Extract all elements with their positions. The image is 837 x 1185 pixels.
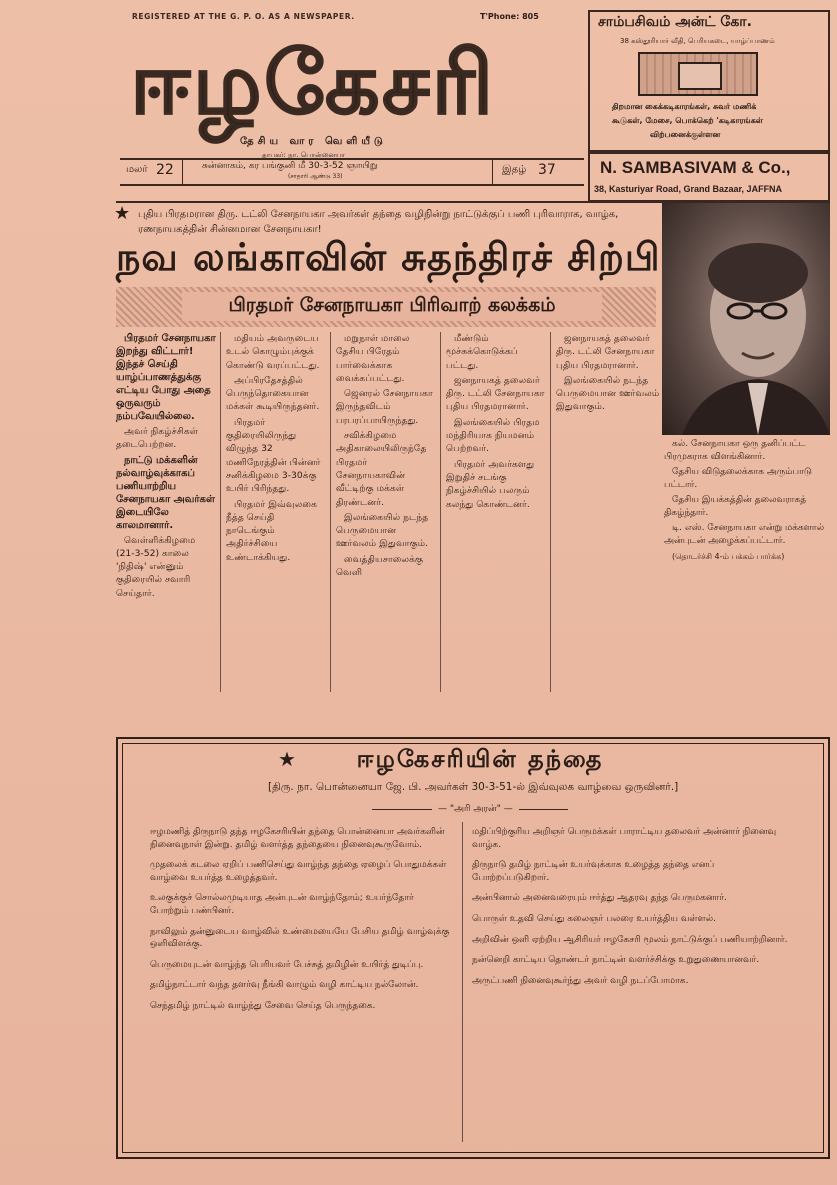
story-paragraph: தேசிய விடுதலைக்காக அரும்பாடு பட்டார்.	[664, 467, 812, 490]
company-name-en: N. SAMBASIVAM & Co.,	[600, 158, 791, 177]
clock-illustration	[638, 52, 758, 96]
story-paragraph: ஜெனரல் சேனநாயகா இருந்தவிடம் பரபரப்பாயிருந்தது.	[336, 388, 433, 426]
story-paragraph: மீண்டும் மூச்சுக்கொடுக்கப் பட்டது.	[446, 333, 518, 371]
story-paragraph: பிரதமர் அவர்களது இறுதிச் சடங்கு நிகழ்ச்சியில் பலரும் கலந்து கொண்டனர்.	[446, 458, 535, 510]
story-paragraph: அப்பிரதேசத்தில் பெருந்தொகையான மக்கள் கூடியிருந்தனர்.	[226, 374, 320, 413]
story-paragraph: ஜனநாயகத் தலைவர் திரு. டட்லி சேனநாயகா புதிய பிரதமரானார்.	[446, 374, 545, 413]
volume-number: 22	[156, 162, 174, 178]
tribute-stanza: பெருமையுடன் வாழ்ந்த பெரியவர் பேச்சுத் தமிழின் உயிர்த் துடிப்பு.	[150, 959, 424, 970]
story-paragraph: கல். சேனநாயகா ஒரு தனிப்பட்ட பிரமுகராக விளங்கினார்.	[664, 439, 806, 462]
story-paragraph: இலங்கையில் நடந்த பெருமையான ஊர்வலம் இதுவாகும்.	[556, 374, 660, 413]
story-column-2	[226, 332, 326, 566]
tribute-left-column	[150, 826, 452, 1021]
story-paragraph: இலங்கையில் நடந்த பெருமையான ஊர்வலம் இதுவாகும்.	[336, 511, 429, 550]
story-paragraph: வெள்ளிக்கிழமை (21-3-52) காலை 'நிதிஷ்' என்னும் குதிரையில் சவாரி செய்தார்.	[116, 534, 196, 599]
continued-notice: (தொடர்ச்சி 4-ம் பக்கம் பார்க்க)	[672, 552, 785, 561]
issue-bar	[120, 158, 584, 186]
editor-credit: தாபகர்: நா. பொன்னையா	[262, 151, 345, 159]
story-paragraph: வைத்தியசாலைக்கு வெளி	[336, 553, 424, 579]
star-icon: ★	[278, 747, 296, 771]
advert-address: 38 கஸ்தூரியார் வீதி, பெரியகடை, யாழ்ப்பாணம்	[620, 37, 775, 45]
issue-number: 37	[538, 162, 556, 178]
tribute-stanza: நன்னெறி காட்டிய தொண்டர் நாட்டின் வளர்ச்சிக்கு உறுதுணையானவர்.	[472, 955, 760, 966]
tribute-stanza: உலகுக்குச் சொல்லமுடியாத அன்புடன் வாழ்ந்தோம்; உயர்ந்தோர் போற்றும் பண்பினர்.	[150, 893, 414, 916]
story-paragraph: பிரதமர் இவ்வுலகை நீத்த செய்தி நாடெங்கும் அதிர்ச்சியை உண்டாக்கியது.	[226, 498, 317, 563]
advert-title: சாம்பசிவம் அன்ட் கோ.	[598, 14, 752, 30]
advert-line-2: கூடுகள், மேசை, பொக்கெற் 'கடிகாரங்கள்	[612, 116, 764, 125]
advert-line-3: விற்பனைக்குள்ளன	[650, 130, 721, 139]
story-paragraph: இலங்கையில் பிரதம மந்திரியாக நியமனம் பெற்றவர்.	[446, 416, 540, 455]
story-column-1	[116, 332, 216, 602]
tribute-right-column	[472, 826, 788, 995]
tribute-stanza: அன்பினால் அனைவரையும் ஈர்த்து ஆதரவு தந்த பெருமகனார்.	[472, 893, 727, 904]
story-columns	[116, 332, 662, 692]
company-address-en: 38, Kasturiyar Road, Grand Bazaar, JAFFNA	[594, 184, 783, 194]
tribute-stanza: மதிப்பிற்குரிய அறிஞர் பெருமக்கள் பாராட்டிய தலைவர் அன்னார் நினைவு வாழ்க.	[472, 827, 777, 850]
story-paragraph: டி. எஸ். சேனநாயகா என்று மக்களால் அன்புடன் அழைக்கப்பட்டார்.	[664, 523, 825, 546]
story-paragraph: பிரதமர் சேனநாயகா இறந்து விட்டார்! இந்தச் செய்தி யாழ்ப்பாணத்துக்கு எட்டிய போது அதை ஒருவரும் நம்பவேயில்லை.	[116, 333, 216, 422]
registration-notice: REGISTERED AT THE G. P. O. AS A NEWSPAPER.	[132, 12, 355, 21]
tribute-subtitle: [திரு. நா. பொன்னையா ஜே. பி. அவர்கள் 30-3-51-ல் இவ்வுலக வாழ்வை ஒருவினர்.]	[268, 781, 679, 793]
story-column-4	[446, 332, 546, 513]
story-paragraph: தேசிய இயக்கத்தின் தலைவராகத் திகழ்ந்தார்.	[664, 495, 807, 518]
tribute-stanza: ஈழமணித் திருநாடு தந்த ஈழகேசரியின் தந்தை பொன்னையா அவர்களின் நினைவுநாள் இன்று. தமிழ் வளர்த்த தந்தையை நினைவுகூருவோம்.	[150, 827, 445, 850]
story-paragraph: ஜனநாயகத் தலைவர் திரு. டட்லி சேனநாயகா புதிய பிரதமரானார்.	[556, 333, 655, 371]
story-paragraph: மதியம் அவருடைய உடல் கொழும்புக்குக் கொண்டு வரப்பட்டது.	[226, 333, 320, 371]
tribute-stanza: பொருள் உதவி செய்து கலைஞர் பலரை உயர்த்திய வள்ளல்.	[472, 913, 716, 924]
masthead-subtitle: தேசிய வார வெளியீடு	[240, 136, 387, 147]
star-icon: ★	[114, 203, 131, 224]
tribute-stanza: அருட்பணி நினைவுகூர்ந்து அவர் வழி நடப்போமாக.	[472, 975, 689, 986]
story-paragraph: மறுநாள் மாலை தேசிய பிரேதம் பார்வைக்காக வைக்கப்பட்டது.	[336, 333, 410, 384]
tribute-stanza: அறிவின் ஒளி ஏற்றிய ஆசிரியர் ஈழகேசரி மூலம் நாட்டுக்குப் பணியாற்றினார்.	[472, 934, 788, 945]
masthead-title: ஈழகேசரி	[130, 34, 496, 134]
clock-face-icon	[678, 62, 722, 90]
story-paragraph: அவர் நிகழ்ச்சிகள் தடைபெற்றன.	[116, 426, 199, 451]
story-paragraph: நாட்டு மக்களின் நல்வாழ்வுக்காகப் பணியாற்றிய சேனநாயகா அவர்கள் இடையிலே காலமானார்.	[116, 454, 215, 531]
tribute-byline: — "அரி அரன்" —	[432, 804, 519, 815]
story-column-5	[664, 438, 830, 730]
prime-minister-photo	[662, 203, 830, 435]
tribute-stanza: செந்தமிழ் நாட்டில் வாழ்ந்து சேவை செய்த பெருந்தகை.	[150, 1000, 376, 1011]
headline: நவ லங்காவின் சுதந்திரச் சிற்பி	[116, 235, 661, 279]
phone-number: T'Phone: 805	[480, 12, 539, 21]
subheadline: பிரதமர் சேனநாயகா பிரிவாற் கலக்கம்	[182, 292, 602, 321]
advert-line-1: திறமான கைக்கடிகாரங்கள், சுவர் மணிக்	[612, 102, 757, 111]
tribute-column-rule	[462, 822, 463, 1142]
story-column-3	[336, 332, 436, 581]
tribute-stanza: தமிழ்நாட்டார் வந்த தளர்வு நீங்கி வாழும் வழி காட்டிய நல்லோன்.	[150, 980, 419, 991]
story-column-4b	[556, 332, 660, 416]
date-subline: (சாதாரி ஆண்டு 33)	[288, 173, 343, 180]
lead-text: புதிய பிரதமரான திரு. டட்லி சேனநாயகா அவர்கள் தந்தை வழிநின்று நாட்டுக்குப் பணி புரிவாராக, வாழ்க, ரணநாயகத்தின் சின்னமான சேனநாயகா!	[138, 209, 619, 235]
story-paragraph: பிரதமர் குதிரையிலிருந்து விழுந்த 32 மணிநேரத்தின் பின்னர் சனிக்கிழமை 3-30க்கு உயிர் பிரிந்தது.	[226, 416, 321, 495]
issue-label: இதழ்	[502, 164, 527, 175]
tribute-title: ஈழகேசரியின் தந்தை	[356, 745, 604, 773]
tribute-stanza: முதலைக் கடலை ஏறிப் பணிசெய்து வாழ்ந்த தந்தை ஏழைப் பொதுமக்கள் வாழ்வை உயர்த்த உழைத்தவர்.	[150, 860, 447, 883]
date-line: சுன்னாகம், கர பங்குனி மீ 30-3-52 ஞாயிறு	[202, 161, 378, 171]
tribute-stanza: திருநாடு தமிழ் நாட்டின் உயர்வுக்காக உழைத்த தந்தை எனப் போற்றப்படுகிறார்.	[472, 860, 715, 883]
volume-label: மலர்	[126, 164, 148, 175]
story-paragraph: சவிக்கிழமை அதிகாலையிலிருந்தே பிரதமர் சேனநாயகாவின் வீட்டிற்கு மக்கள் திரண்டனர்.	[336, 430, 427, 508]
tribute-stanza: நாவிலும் தன்னுடைய வாழ்வில் உண்மையையே பேசிய தமிழ் வாழ்வுக்கு ஒளிவிளக்கு.	[150, 926, 450, 950]
